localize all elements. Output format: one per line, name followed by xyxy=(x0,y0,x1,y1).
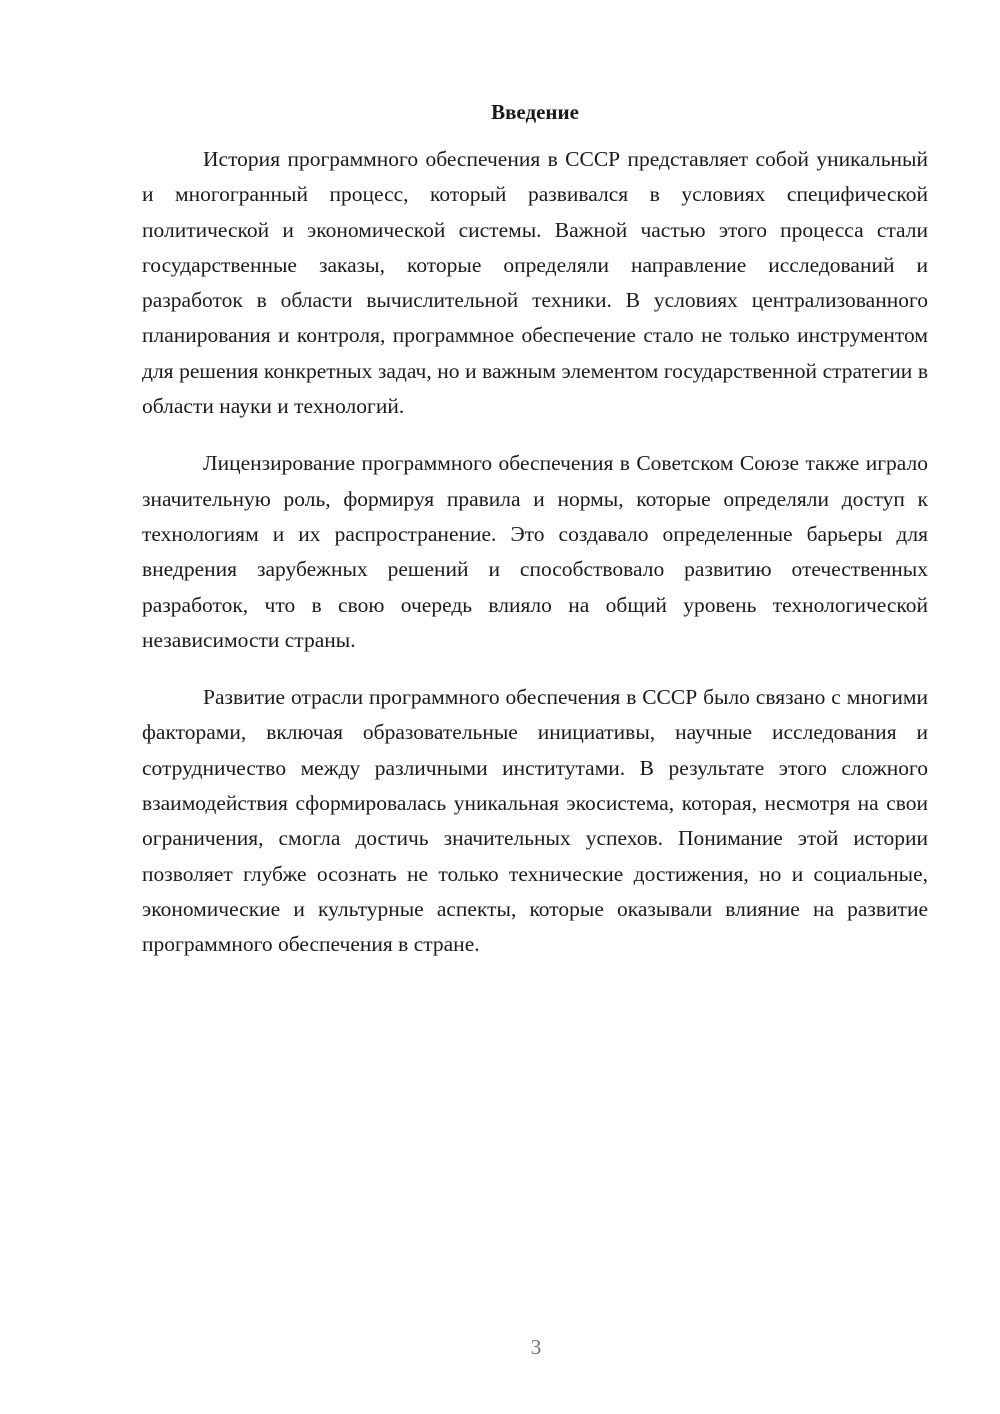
document-body xyxy=(142,142,928,985)
paragraph-1: История программного обеспечения в СССР представляет собой уникальный и многогранный процесс, который развивался в условиях специфической политической и экономической системы. Важной частью этого процесса стали государственные заказы, которые определяли направление исследований и разработок в области вычислительной техники. В условиях централизованного планирования и контроля, программное обеспечение стало не только инструментом для решения конкретных задач, но и важным элементом государственной стратегии в области науки и технологий. xyxy=(142,147,928,419)
section-heading: Введение xyxy=(491,100,579,124)
page-number: 3 xyxy=(530,1335,542,1359)
paragraph-2: Лицензирование программного обеспечения в Советском Союзе также играло значительную роль, формируя правила и нормы, которые определяли доступ к технологиям и их распространение. Это создавало определенные барьеры для внедрения зарубежных решений и способствовало развитию отечественных разработок, что в свою очередь влияло на общий уровень технологической независимости страны. xyxy=(142,451,928,652)
paragraph-3: Развитие отрасли программного обеспечения в СССР было связано с многими факторами, включая образовательные инициативы, научные исследования и сотрудничество между различными институтами. В результате этого сложного взаимодействия сформировалась уникальная экосистема, которая, несмотря на свои ограничения, смогла достичь значительных успехов. Понимание этой истории позволяет глубже осознать не только технические достижения, но и социальные, экономические и культурные аспекты, которые оказывали влияние на развитие программного обеспечения в стране. xyxy=(142,685,928,957)
